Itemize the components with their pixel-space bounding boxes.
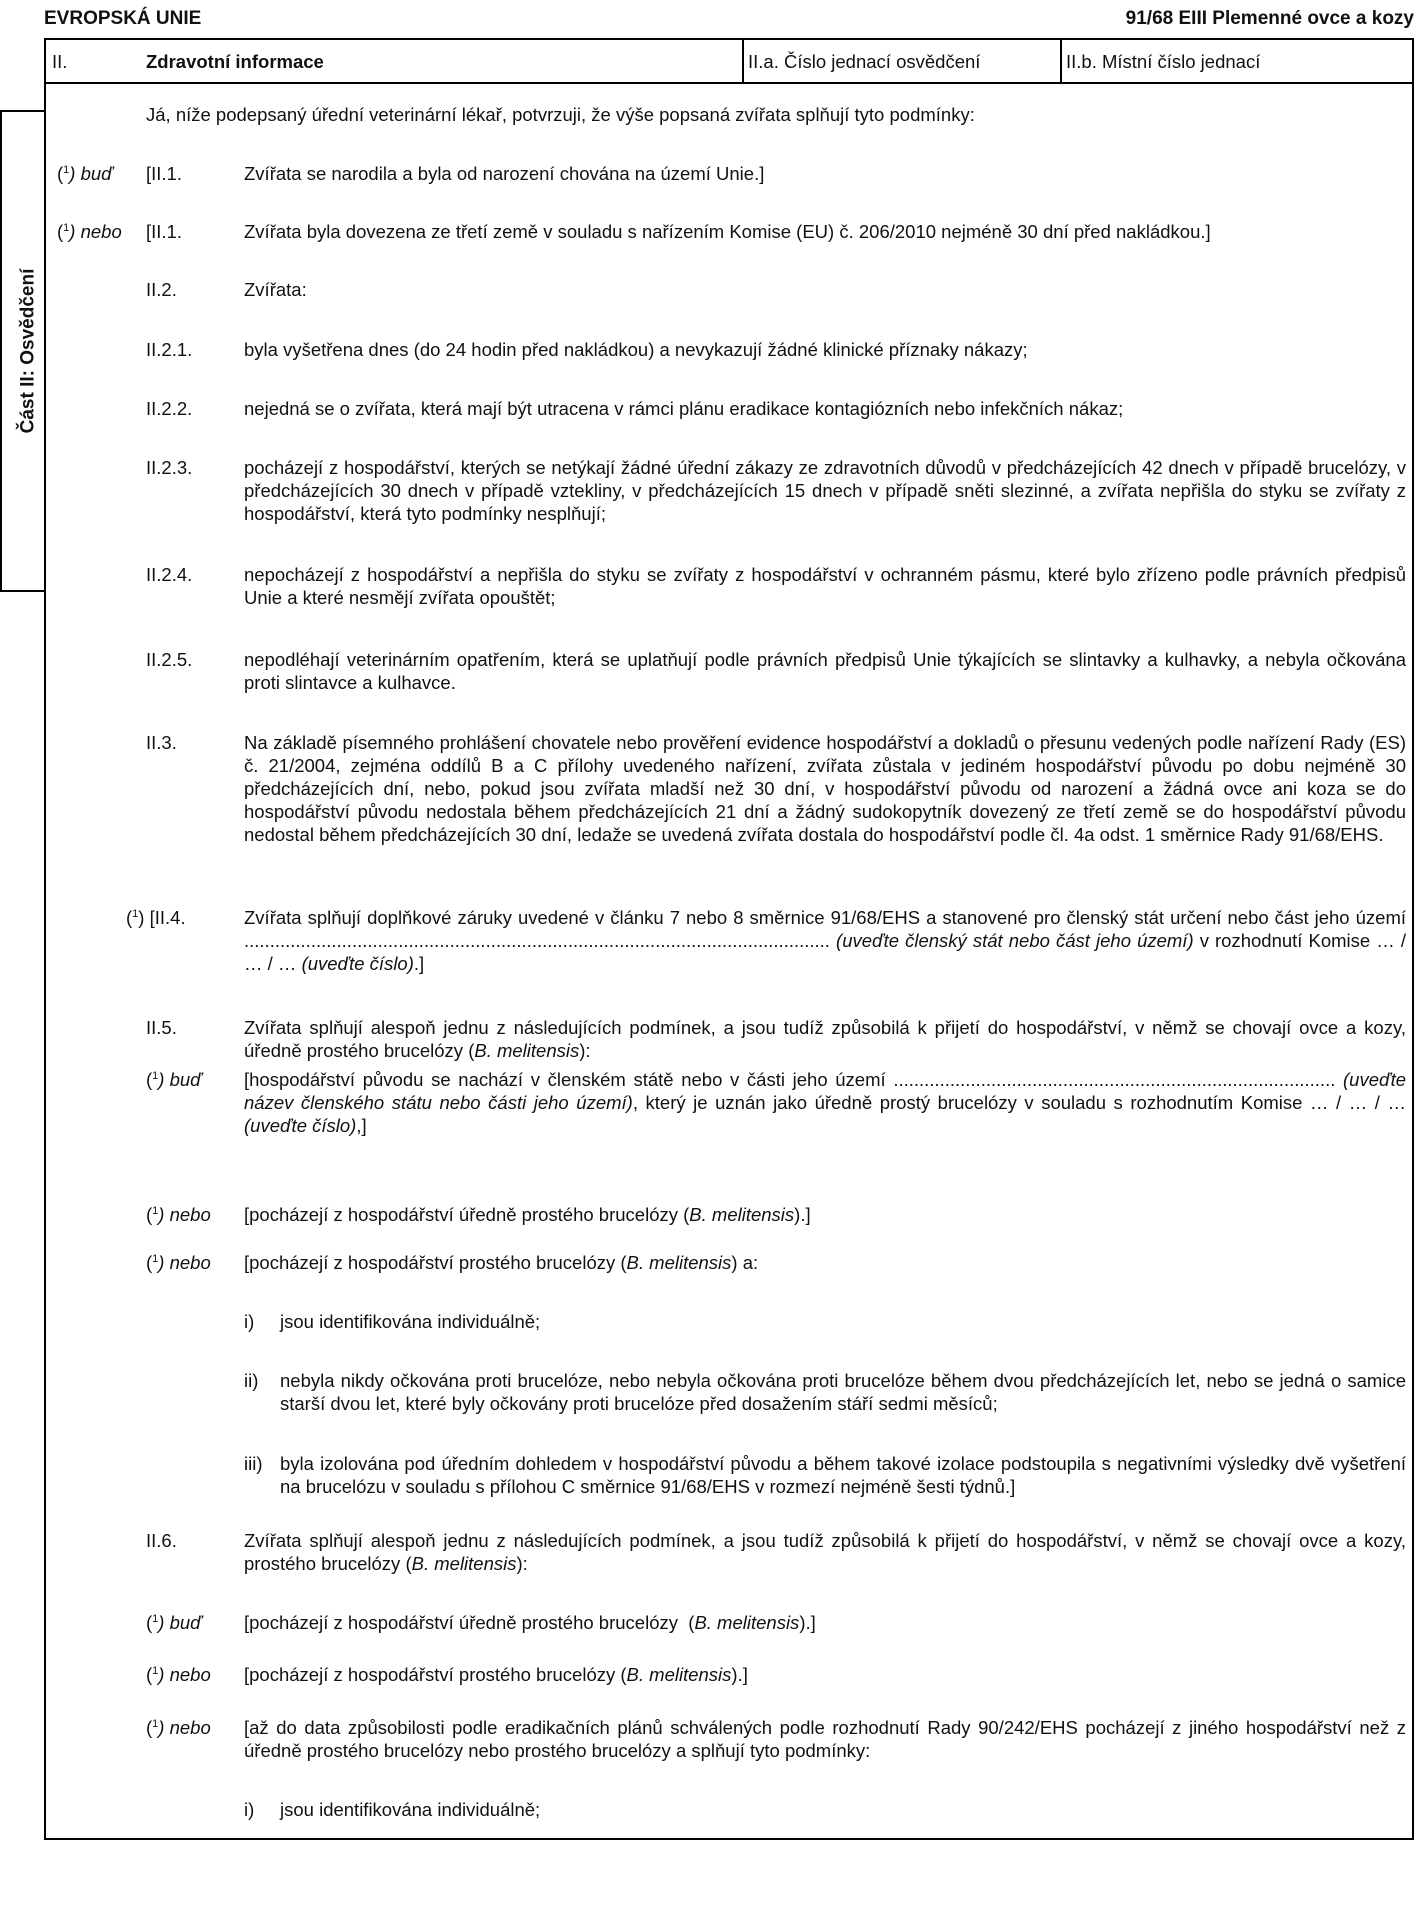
certificate-ref-number: II.a. Číslo jednací osvědčení [748,51,981,72]
sub-item-text: nebyla nikdy očkována proti brucelóze, nebo nebyla očkována proti brucelóze během dvou předcházejících let, nebo se jedná o samice starší dvou let, které byly očkovány proti brucelóze před dosažením stáří sedmi měsíců; [280,1370,1406,1414]
text-part1: [hospodářství původu se nachází v členském státě nebo v části jeho území [244,1069,894,1090]
label-ii-6-nebo-2 [146,1716,211,1739]
label-ii-4 [126,906,186,929]
option-word: ) nebo [69,221,122,242]
code-ii-2-2: II.2.2. [146,398,193,419]
text-ii-1-a: Zvířata se narodila a byla od narození chována na území Unie.] [244,163,765,184]
text-ii-6-opt2 [244,1663,748,1686]
label-ii-5-nebo-1 [146,1203,211,1226]
species-name: B. melitensis [626,1252,732,1273]
text-part2: ).] [731,1664,748,1685]
footnote-ref: 1 [152,1717,159,1730]
species-name: B. melitensis [626,1664,732,1685]
text-ii-2-3: pocházejí z hospodářství, kterých se netýkají žádné úřední zákazy ze zdravotních důvodů v předcházejících 42 dnech v případě brucelózy, v předcházejících 30 dnech v případě vztekliny, v předcházejících 15 dnech v případě sněti slezinné, a zvířata nepřišla do styku se zvířaty z hospodářství, která tyto podmínky nesplňují; [244,457,1406,524]
label-ii-5-bud [146,1068,202,1091]
text-ii-4-part2: v rozhodnutí Komise … / … / … [244,930,1407,974]
text-ii-1-b: Zvířata byla dovezena ze třetí země v souladu s nařízením Komise (EU) č. 206/2010 nejméně 30 dní před nakládkou.] [244,221,1211,242]
label-ii-5-nebo-2 [146,1251,211,1274]
text-ii-4 [244,906,1406,975]
paren-open: ( [57,221,64,242]
label-ii-6-bud [146,1611,202,1634]
option-word: ) buď [158,1069,202,1090]
species-name: B. melitensis [411,1553,517,1574]
text-part2: ) a: [731,1252,759,1273]
paren-open: ( [126,907,133,928]
text-ii-2-5: nepodléhají veterinárním opatřením, která se uplatňují podle právních předpisů Unie týkajících se slintavky a kulhavky, a nebyla očkována proti slintavce a kulhavce. [244,649,1406,693]
instruction-number: (uveďte číslo) [244,1115,357,1136]
sub-item-num: i) [244,1799,255,1820]
text-ii-2-1: byla vyšetřena dnes (do 24 hodin před nakládkou) a nevykazují žádné klinické příznaky nákazy; [244,339,1028,360]
frame-right [1412,38,1414,1840]
footnote-ref: 1 [152,1069,159,1082]
text-ii-5-part1: Zvířata splňují alespoň jednu z následujících podmínek, a jsou tudíž způsobilá k přijetí do hospodářství, v němž se chovají ovce a kozy, úředně prostého brucelózy ( [244,1017,1406,1061]
code-ii-2-3: II.2.3. [146,457,193,478]
instruction-member-state: (uveďte název členského státu nebo části jeho území) [244,1069,1406,1113]
option-word: ) buď [69,163,113,184]
paren-open: ( [57,163,64,184]
footnote-ref: 1 [63,163,70,176]
paren-open: ( [146,1069,153,1090]
text-ii-6-part1: Zvířata splňují alespoň jednu z následujících podmínek, a jsou tudíž způsobilá k přijetí do hospodářství, v němž se chovají ovce a kozy, prostého brucelózy ( [244,1530,1406,1574]
text-ii-6-part2: ): [516,1553,528,1574]
local-ref-number: II.b. Místní číslo jednací [1066,51,1261,72]
text-part2: , který je uznán jako úředně prostý brucelózy v souladu s rozhodnutím Komise … / … / … [632,1092,1406,1113]
text-ii-6-opt3: [až do data způsobilosti podle eradikačních plánů schválených podle rozhodnutí Rady 90/242/EHS pocházejí z jiného hospodářství než z úředně prostého brucelózy nebo prostého brucelózy a splňují tyto podmínky: [244,1717,1406,1761]
sub-item-text: jsou identifikována individuálně; [280,1799,541,1820]
header-bottom-line [44,82,1414,84]
text-ii-5-part2: ): [579,1040,591,1061]
header-right: 91/68 EIII Plemenné ovce a kozy [1125,8,1414,29]
text-ii-6-opt1 [244,1611,816,1634]
side-label-text: Část II: Osvědčení [17,268,39,434]
species-name: B. melitensis [694,1612,800,1633]
code-ii-4: ) [II.4. [138,907,186,928]
side-box-left [0,110,2,592]
text-part3: ,] [356,1115,367,1136]
header-top-line [44,38,1414,40]
sub-item-text: jsou identifikována individuálně; [280,1311,541,1332]
code-ii-2-5: II.2.5. [146,649,193,670]
text-part2: ).] [799,1612,816,1633]
text-ii-2: Zvířata: [244,279,307,300]
code-ii-2-1: II.2.1. [146,339,193,360]
text-ii-5-opt2 [244,1203,811,1226]
text-ii-4-part3: .] [413,953,425,974]
species-name: B. melitensis [689,1204,795,1225]
header-divider-a [742,38,744,84]
code-ii-5: II.5. [146,1017,177,1038]
paren-open: ( [146,1612,153,1633]
text-ii-5 [244,1016,1406,1062]
code-ii-3: II.3. [146,732,177,753]
frame-bottom [44,1838,1414,1840]
footnote-ref: 1 [132,907,139,920]
option-word: ) buď [158,1612,202,1633]
label-ii-6-nebo-1 [146,1663,211,1686]
code-ii-2-4: II.2.4. [146,564,193,585]
paren-open: ( [146,1204,153,1225]
text-ii-3: Na základě písemného prohlášení chovatele nebo prověření evidence hospodářství a dokladů o přesunu vedených podle nařízení Rady (ES) č. 21/2004, zejména oddílů B a C přílohy uvedeného nařízení, zvířata zůstala v jediném hospodářství původu po dobu nejméně 30 předcházejících dní, nebo, pokud jsou zvířata mladší než 30 dní, v hospodářství původu od narození a žádná ovce ani koza se do hospodářství původu nedostala během předcházejících 21 dní a žádný sudokopytník dovezený ze třetí země se do hospodářství původu nedostal během předcházejících 30 dní, ledaže se uvedená zvířata dostala do hospodářství podle čl. 4a odst. 1 směrnice Rady 91/68/EHS. [244,732,1406,845]
code-ii-6: II.6. [146,1530,177,1551]
code-ii-1-b: [II.1. [146,221,182,242]
text-part1: [pocházejí z hospodářství prostého brucelózy ( [244,1664,627,1685]
label-bud-1 [57,162,113,185]
paren-open: ( [146,1717,153,1738]
paren-open: ( [146,1664,153,1685]
sub-item-num: ii) [244,1370,259,1391]
option-word: ) nebo [158,1204,211,1225]
frame-left [44,38,46,1840]
footnote-ref: 1 [152,1204,159,1217]
option-word: ) nebo [158,1252,211,1273]
fill-in-dots: ...................................................................................... [893,1069,1336,1090]
intro-statement: Já, níže podepsaný úřední veterinární lékař, potvrzuji, že výše popsaná zvířata splňují tyto podmínky: [146,104,975,125]
fill-in-dots: .................................................................................................................. [244,930,830,951]
text-part1: [pocházejí z hospodářství prostého brucelózy ( [244,1252,627,1273]
sub-item-text: byla izolována pod úředním dohledem v hospodářství původu a během takové izolace podstoupila s negativními výsledky dvě vyšetření na brucelózu v souladu s přílohou C směrnice 91/68/EHS v rozmezí nejméně šesti týdnů.] [280,1453,1406,1497]
instruction-member-state: (uveďte členský stát nebo část jeho území) [836,930,1194,951]
instruction-number: (uveďte číslo) [301,953,414,974]
species-name: B. melitensis [474,1040,580,1061]
sub-item-num: iii) [244,1453,263,1474]
option-word: ) nebo [158,1664,211,1685]
section-title: Zdravotní informace [146,51,324,72]
footnote-ref: 1 [152,1664,159,1677]
text-ii-4-part1: Zvířata splňují doplňkové záruky uvedené v článku 7 nebo 8 směrnice 91/68/EHS a stanovené pro členský stát určení nebo část jeho území [244,907,1406,928]
footnote-ref: 1 [152,1252,159,1265]
header-left: EVROPSKÁ UNIE [44,8,202,29]
section-number: II. [52,51,68,72]
sub-item-num: i) [244,1311,255,1332]
footnote-ref: 1 [152,1612,159,1625]
code-ii-2: II.2. [146,279,177,300]
footnote-ref: 1 [63,221,70,234]
text-part1: [pocházejí z hospodářství úředně prostého brucelózy ( [244,1204,690,1225]
code-ii-1-a: [II.1. [146,163,182,184]
paren-open: ( [146,1252,153,1273]
side-box-bottom [0,590,46,592]
text-ii-5-opt1 [244,1068,1406,1137]
text-ii-2-2: nejedná se o zvířata, která mají být utracena v rámci plánu eradikace kontagiózních nebo infekčních nákaz; [244,398,1124,419]
text-ii-2-4: nepocházejí z hospodářství a nepřišla do styku se zvířaty z hospodářství v ochranném pásmu, které bylo zřízeno podle právních předpisů Unie a které nesmějí zvířata opouštět; [244,564,1406,608]
text-ii-6 [244,1529,1406,1575]
text-part1: [pocházejí z hospodářství úředně prostého brucelózy ( [244,1612,695,1633]
side-label [14,112,42,590]
option-word: ) nebo [158,1717,211,1738]
label-nebo-1 [57,220,122,243]
text-ii-5-opt3 [244,1251,758,1274]
header-divider-b [1060,38,1062,84]
text-part2: ).] [794,1204,811,1225]
